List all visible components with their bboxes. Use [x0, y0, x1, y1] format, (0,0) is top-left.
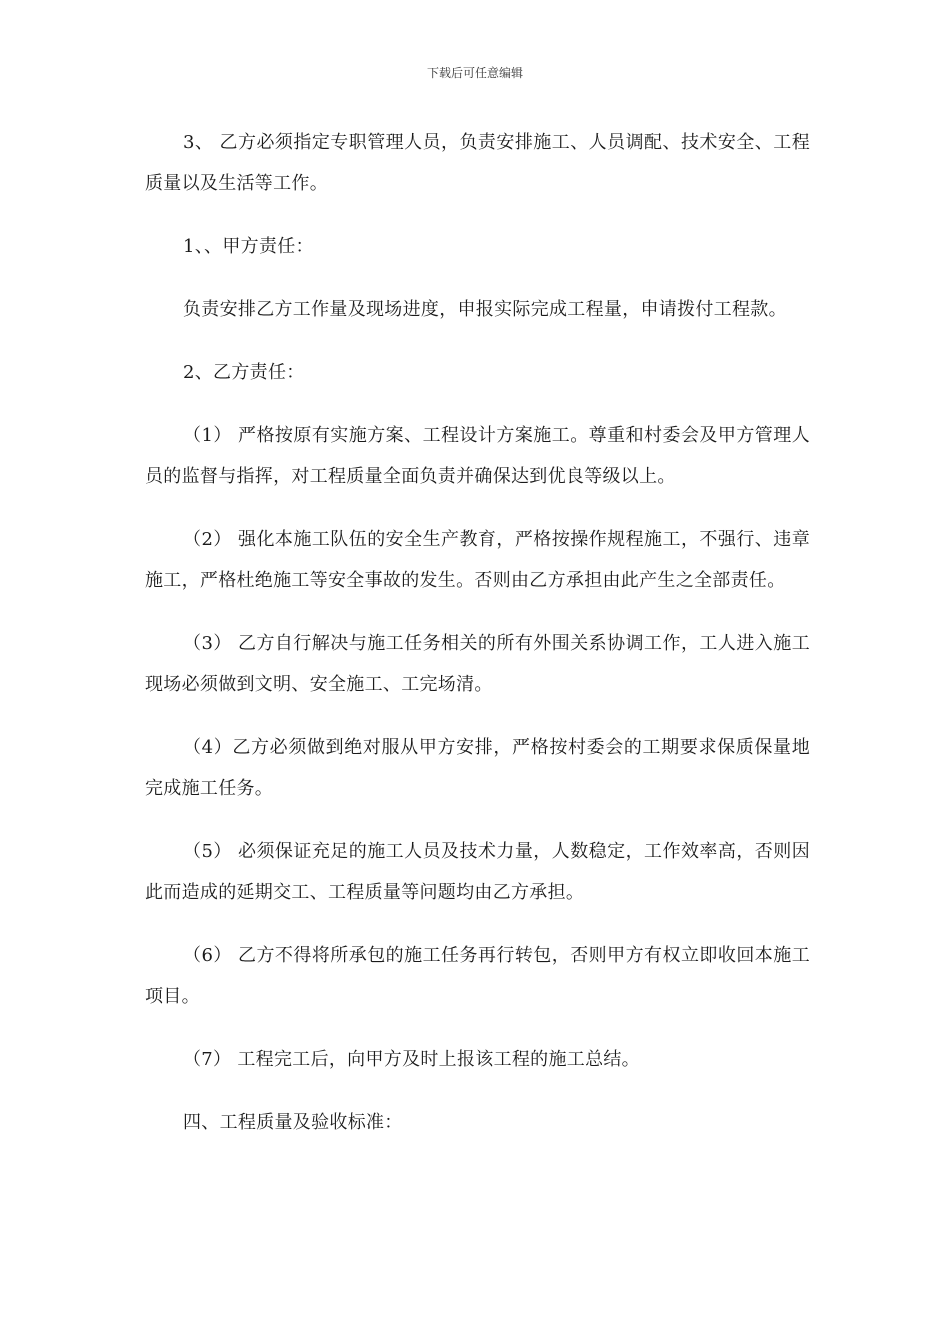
paragraph-party-a-duty: 负责安排乙方工作量及现场进度，申报实际完成工程量，申请拨付工程款。 [183, 299, 787, 320]
page-header: 下载后可任意编辑 [426, 66, 523, 80]
paragraph-item-3: 3、 乙方必须指定专职管理人员，负责安排施工、人员调配、技术安全、工程质量以及生活等工作。 [145, 132, 810, 194]
heading-quality-acceptance: 四、工程质量及验收标准： [183, 1112, 403, 1133]
paragraph-clause-4: （4）乙方必须做到绝对服从甲方安排，严格按村委会的工期要求保质保量地完成施工任务。 [145, 737, 810, 799]
paragraph-clause-7: （7） 工程完工后，向甲方及时上报该工程的施工总结。 [183, 1049, 640, 1070]
paragraph-clause-5: （5） 必须保证充足的施工人员及技术力量，人数稳定，工作效率高，否则因此而造成的延期交工、工程质量等问题均由乙方承担。 [145, 841, 810, 903]
paragraph-clause-1: （1） 严格按原有实施方案、工程设计方案施工。尊重和村委会及甲方管理人员的监督与指挥，对工程质量全面负责并确保达到优良等级以上。 [145, 425, 810, 487]
document-body [145, 122, 810, 1165]
paragraph-clause-2: （2） 强化本施工队伍的安全生产教育，严格按操作规程施工，不强行、违章施工，严格杜绝施工等安全事故的发生。否则由乙方承担由此产生之全部责任。 [145, 529, 810, 591]
paragraph-clause-3: （3） 乙方自行解决与施工任务相关的所有外围关系协调工作，工人进入施工现场必须做到文明、安全施工、工完场清。 [145, 633, 810, 695]
heading-party-b-duty: 2、乙方责任： [183, 362, 305, 383]
heading-party-a-duty: 1、、甲方责任： [183, 236, 314, 257]
paragraph-clause-6: （6） 乙方不得将所承包的施工任务再行转包，否则甲方有权立即收回本施工项目。 [145, 945, 810, 1007]
